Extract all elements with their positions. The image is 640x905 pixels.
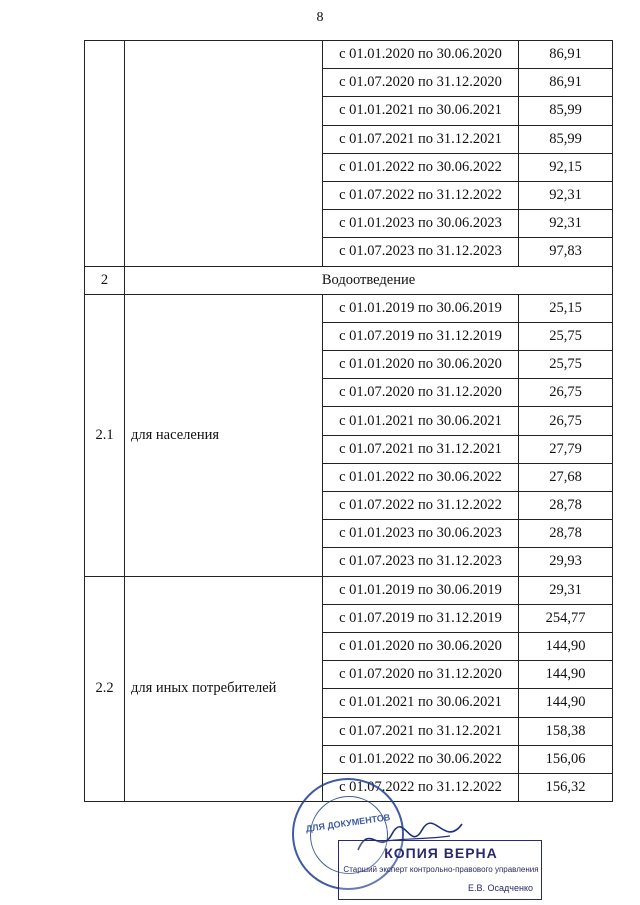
period-cell: с 01.01.2020 по 30.06.2020 [323, 351, 519, 379]
table-row [85, 41, 613, 69]
table-row [85, 576, 613, 604]
section-title: Водоотведение [125, 266, 613, 294]
period-cell: с 01.07.2020 по 31.12.2020 [323, 379, 519, 407]
certifier-role: Старший эксперт контрольно-правового управления [343, 865, 539, 874]
period-cell: с 01.01.2022 по 30.06.2022 [323, 153, 519, 181]
period-cell: с 01.01.2020 по 30.06.2020 [323, 632, 519, 660]
period-cell: с 01.07.2020 по 31.12.2020 [323, 69, 519, 97]
page-number: 8 [316, 10, 324, 25]
value-cell: 28,78 [519, 492, 613, 520]
group-number: 2.1 [85, 294, 125, 576]
row-name-cell [125, 41, 323, 267]
certified-copy-title: КОПИЯ ВЕРНА [384, 845, 498, 861]
period-cell: с 01.07.2021 по 31.12.2021 [323, 125, 519, 153]
value-cell: 25,15 [519, 294, 613, 322]
period-cell: с 01.01.2021 по 30.06.2021 [323, 97, 519, 125]
period-cell: с 01.01.2019 по 30.06.2019 [323, 576, 519, 604]
group-number: 2.2 [85, 576, 125, 802]
period-cell: с 01.01.2023 по 30.06.2023 [323, 520, 519, 548]
value-cell: 25,75 [519, 322, 613, 350]
period-cell: с 01.01.2021 по 30.06.2021 [323, 407, 519, 435]
period-cell: с 01.01.2022 по 30.06.2022 [323, 463, 519, 491]
value-cell: 156,32 [519, 773, 613, 801]
value-cell: 85,99 [519, 97, 613, 125]
value-cell: 144,90 [519, 689, 613, 717]
value-cell: 27,79 [519, 435, 613, 463]
section-header-row [85, 266, 613, 294]
tariff-table [84, 40, 613, 802]
value-cell: 27,68 [519, 463, 613, 491]
value-cell: 26,75 [519, 407, 613, 435]
group-name: для иных потребителей [125, 576, 323, 802]
value-cell: 85,99 [519, 125, 613, 153]
period-cell: с 01.07.2020 по 31.12.2020 [323, 661, 519, 689]
period-cell: с 01.07.2023 по 31.12.2023 [323, 238, 519, 266]
period-cell: с 01.01.2021 по 30.06.2021 [323, 689, 519, 717]
value-cell: 92,31 [519, 181, 613, 209]
value-cell: 25,75 [519, 351, 613, 379]
period-cell: с 01.07.2019 по 31.12.2019 [323, 322, 519, 350]
value-cell: 156,06 [519, 745, 613, 773]
value-cell: 92,15 [519, 153, 613, 181]
value-cell: 29,93 [519, 548, 613, 576]
value-cell: 92,31 [519, 210, 613, 238]
certifier-name: Е.В. Осадченко [468, 883, 533, 893]
row-number-cell [85, 41, 125, 267]
period-cell: с 01.01.2020 по 30.06.2020 [323, 41, 519, 69]
seal-center-text: ДЛЯ ДОКУМЕНТОВ [305, 812, 391, 834]
period-cell: с 01.07.2019 по 31.12.2019 [323, 604, 519, 632]
value-cell: 254,77 [519, 604, 613, 632]
value-cell: 86,91 [519, 69, 613, 97]
value-cell: 29,31 [519, 576, 613, 604]
section-number: 2 [85, 266, 125, 294]
period-cell: с 01.01.2023 по 30.06.2023 [323, 210, 519, 238]
period-cell: с 01.07.2022 по 31.12.2022 [323, 181, 519, 209]
value-cell: 26,75 [519, 379, 613, 407]
period-cell: с 01.07.2022 по 31.12.2022 [323, 492, 519, 520]
table-row [85, 294, 613, 322]
period-cell: с 01.01.2019 по 30.06.2019 [323, 294, 519, 322]
group-name: для населения [125, 294, 323, 576]
value-cell: 144,90 [519, 632, 613, 660]
value-cell: 158,38 [519, 717, 613, 745]
period-cell: с 01.07.2022 по 31.12.2022 [323, 773, 519, 801]
value-cell: 86,91 [519, 41, 613, 69]
value-cell: 97,83 [519, 238, 613, 266]
period-cell: с 01.01.2022 по 30.06.2022 [323, 745, 519, 773]
period-cell: с 01.07.2023 по 31.12.2023 [323, 548, 519, 576]
period-cell: с 01.07.2021 по 31.12.2021 [323, 717, 519, 745]
certified-copy-stamp [338, 840, 542, 900]
value-cell: 28,78 [519, 520, 613, 548]
period-cell: с 01.07.2021 по 31.12.2021 [323, 435, 519, 463]
value-cell: 144,90 [519, 661, 613, 689]
